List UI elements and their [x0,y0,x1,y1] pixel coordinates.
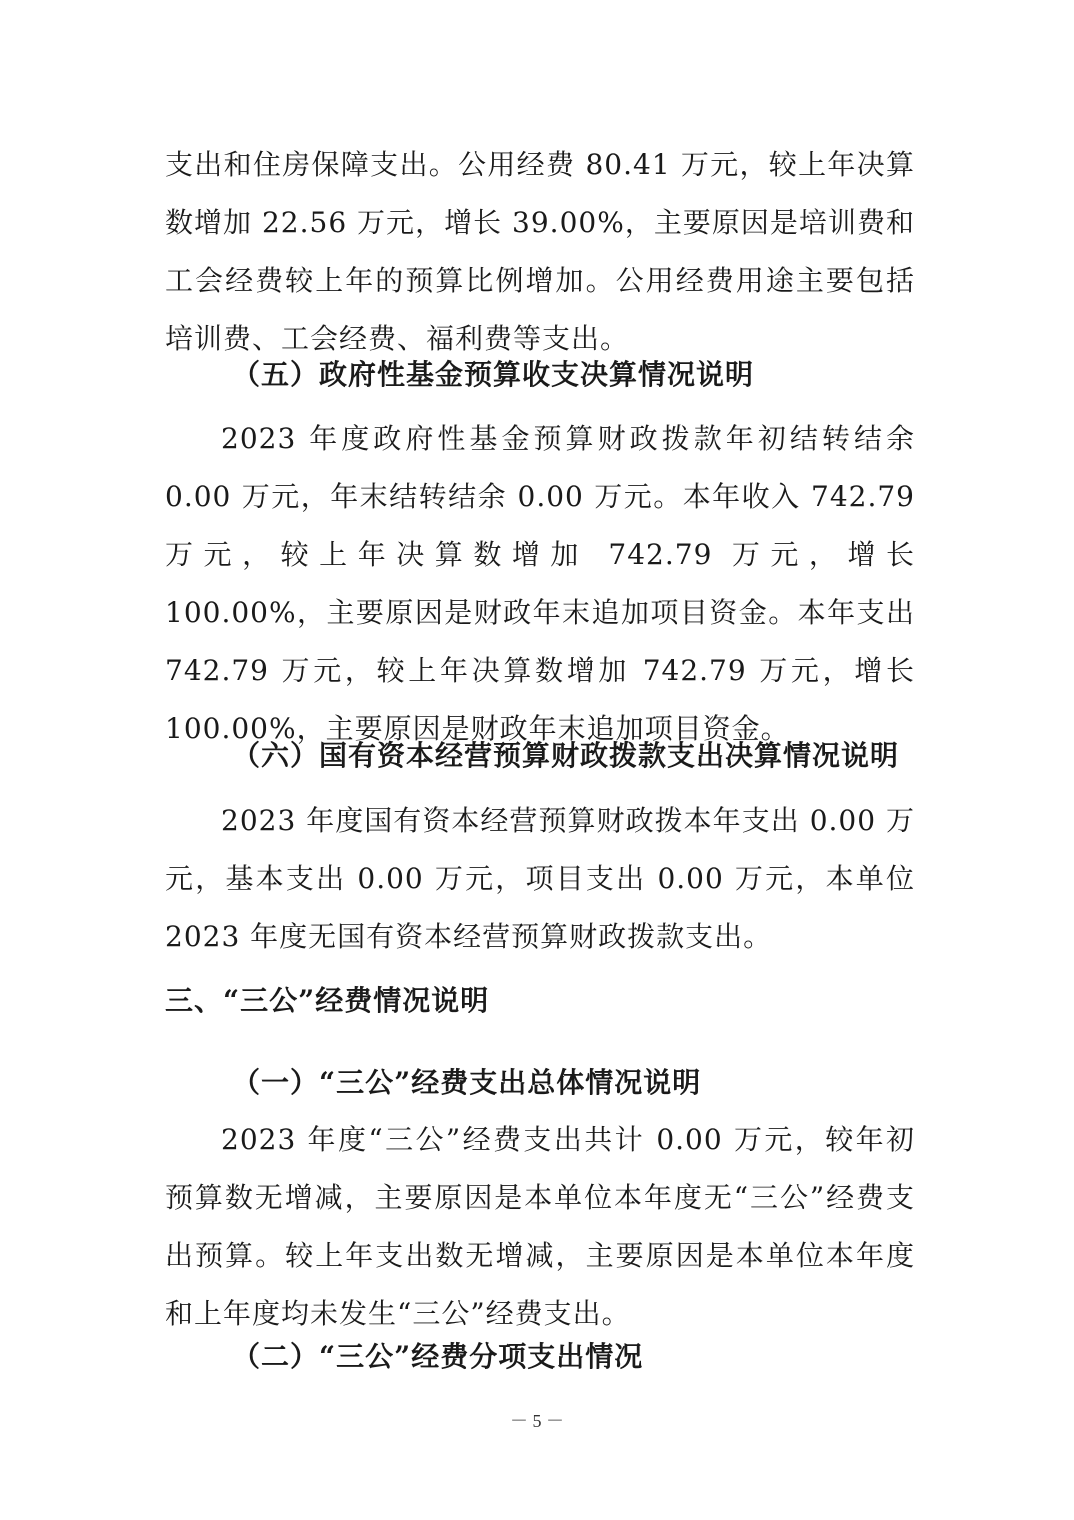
heading-three-public-overall: （一）“三公”经费支出总体情况说明 [232,1066,702,1099]
paragraph-state-capital: 2023 年度国有资本经营预算财政拨本年支出 0.00 万元，基本支出 0.00 万元，项目支出 0.00 万元，本单位 2023 年度无国有资本经营预算财政拨款支出。 [165,804,915,953]
heading-state-capital: （六）国有资本经营预算财政拨款支出决算情况说明 [232,739,900,772]
paragraph-three-public-overall: 2023 年度“三公”经费支出共计 0.00 万元，较年初预算数无增减，主要原因是本单位本年度无“三公”经费支出预算。较上年支出数无增减，主要原因是本单位本年度和上年度均未发生“三公”经费支出。 [165,1123,915,1330]
page-number: － 5 － [510,1411,564,1431]
heading-government-fund: （五）政府性基金预算收支决算情况说明 [232,358,755,391]
section-heading-three-public: 三、“三公”经费情况说明 [165,984,490,1017]
paragraph-public-funds: 支出和住房保障支出。公用经费 80.41 万元，较上年决算数增加 22.56 万元，增长 39.00%，主要原因是培训费和工会经费较上年的预算比例增加。公用经费用途主要包括培训费、工会经费、福利费等支出。 [165,148,915,355]
paragraph-government-fund: 2023 年度政府性基金预算财政拨款年初结转结余 0.00 万元，年末结转结余 0.00 万元。本年收入 742.79 万元，较上年决算数增加 742.79 万元，增长 100.00%，主要原因是财政年末追加项目资金。本年支出 742.79 万元，较上年决算数增加 742.79 万元，增长 100.00%，主要原因是财政年末追加项目资金。 [165,422,915,745]
heading-three-public-itemized: （二）“三公”经费分项支出情况 [232,1340,644,1373]
